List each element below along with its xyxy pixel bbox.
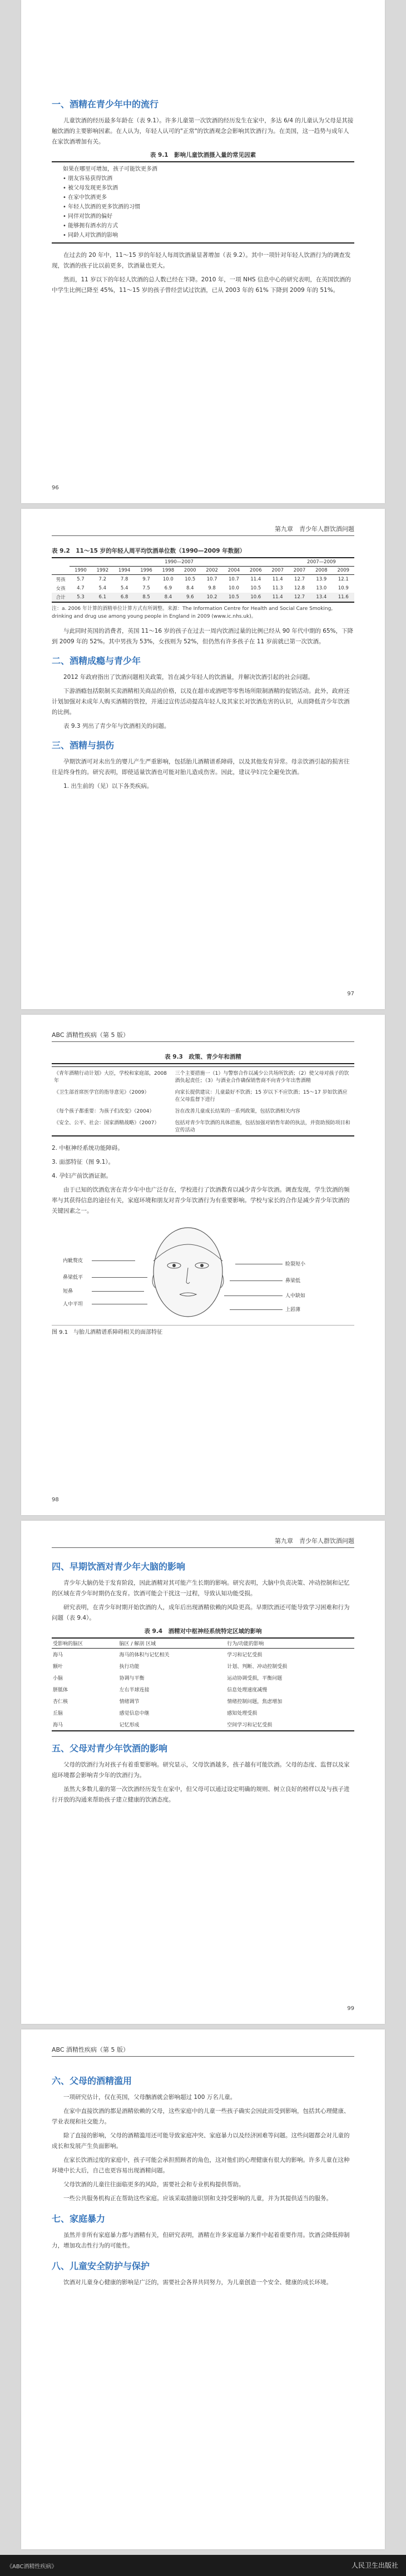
table-cell: 执行功能 — [119, 1664, 140, 1670]
table-row — [52, 575, 354, 584]
book-page-99 — [21, 1521, 385, 2024]
section-heading-prevalence: 一、酒精在青少年中的流行 — [52, 99, 159, 110]
paragraph: 虽然并非所有家庭暴力都与酒精有关，但研究表明，酒精在许多家庭暴力案件中起着重要作用。饮酒会降低抑制力，增加攻击性行为的可能性。 — [52, 2232, 350, 2249]
table-row — [52, 1719, 354, 1731]
leader-line — [92, 1277, 147, 1278]
table-cell: 12.7 — [289, 593, 310, 602]
table-item: • 被父母发现更多饮酒 — [63, 185, 118, 191]
leader-line — [230, 1280, 283, 1281]
table-cell: 5.4 — [98, 585, 107, 591]
col-group: 1990—2007 — [70, 558, 289, 567]
table-cell: 信息处理速度减慢 — [227, 1687, 268, 1693]
running-header: ABC 酒精性疾病（第 5 版） — [52, 1030, 354, 1042]
table-cell: 10.2 — [201, 593, 222, 602]
paragraph: 青少年大脑仍处于发育阶段，因此酒精对其可能产生长期的影响。研究表明，大脑中负责决策、冲动控制和记忆的区域在青少年时期仍在发育。饮酒可能会干扰这一过程，导致认知功能受损。 — [52, 1580, 350, 1597]
row-label: 女孩 — [56, 586, 66, 592]
table-cell: 11.6 — [333, 593, 354, 602]
running-header: ABC 酒精性疾病（第 5 版） — [52, 2045, 354, 2057]
paragraph: 下游酒瘾包括限制买卖酒精相关商品的价格，以及在超市或酒吧等零售场所限制酒精的促销活动。此外，政府还计划加强对未成年人购买酒精的管控，并通过宣传活动提高年轻人及其家长对饮酒危害的认识，从而降低青少年饮酒的比例。 — [52, 688, 350, 716]
table-cell: 三个主要措施一（1）与警察合作以减少公共场所饮酒；（2）使父母对孩子的饮酒负起责任；（3）与酒业合作确保销售商不向青少年出售酒精 — [175, 1071, 349, 1084]
table-cell: 小脑 — [53, 1676, 63, 1681]
paragraph: 虽然大多数儿童的第一次饮酒经历发生在家中，但父母可以通过设定明确的规则、树立良好的榜样以及与孩子进行开放的沟通来帮助孩子建立健康的饮酒态度。 — [52, 1786, 350, 1803]
book-title: 《ABC酒精性疾病》 — [7, 2564, 57, 2570]
table-row — [52, 1116, 354, 1136]
running-header: 第九章 青少年人群饮酒问题 — [52, 1536, 354, 1548]
list-item: 4. 孕妇产前饮酒证据。 — [52, 1173, 112, 1179]
row-label: 合计 — [52, 593, 70, 602]
col-header: 行为/功能的影响 — [226, 1638, 354, 1649]
year-header: 1992 — [92, 567, 113, 575]
table-item: • 朋友容易获得饮酒 — [63, 176, 113, 182]
page-number: 98 — [52, 1497, 59, 1503]
face-label: 上唇薄 — [285, 1307, 301, 1313]
table-row — [52, 1707, 354, 1719]
paragraph: 表 9.3 列出了青少年与饮酒相关的问题。 — [63, 723, 170, 729]
table-cell: 空间学习和记忆受损 — [226, 1719, 354, 1731]
table-cell: 11.4 — [272, 577, 283, 582]
paragraph: 由于已知的饮酒危害在青少年中也广泛存在，学校进行了饮酒教育以减少青少年饮酒。调查发现，学生饮酒的频率与其获得信息的途径有关，家庭环境和朋友对青少年饮酒行为有重要影响。学校与家长的合作是减少青少年饮酒的关键因素之一。 — [52, 1187, 350, 1214]
paragraph: 在家中直接饮酒的都是酒精依赖的父母，这些家庭中的儿童一些孩子确实会因此而受到影响，包括其心理健康、学业表现和社交能力。 — [52, 2108, 350, 2125]
table-cell: 10.6 — [245, 593, 266, 602]
table-cell: 7.2 — [98, 577, 107, 582]
table-cell: 6.1 — [92, 593, 113, 602]
table-cell: 《青年酒精行动计划》大臣，学校和家庭部，2008 年 — [54, 1071, 167, 1084]
site-footer — [0, 2555, 406, 2576]
paragraph: 然而，11 岁以下的年轻人饮酒的总人数已经在下降。2010 年，一项 NHS 信息中心的研究表明，在英国饮酒的中学生比例已降至 45%，11～15 岁的孩子曾经尝试过饮酒，已从 2003 年的 61% 下降到 2009 年的 51%。 — [52, 276, 351, 294]
table-cell: 12.7 — [294, 577, 305, 582]
table-cell: 5.3 — [70, 593, 91, 602]
table-cell: 11.3 — [272, 585, 283, 591]
table-cell: 胼胝体 — [53, 1687, 68, 1693]
table-cell: 10.0 — [228, 585, 239, 591]
table-cell: 《安全、公平、社会：国家酒精战略》（2007） — [52, 1116, 173, 1136]
table-cell: 情绪控制问题，焦虑增加 — [227, 1699, 283, 1705]
table-cell: 计划、判断、冲动控制受损 — [227, 1664, 288, 1670]
paragraph: 父母的饮酒行为对孩子有着重要影响。研究显示，父母饮酒越多，孩子越有可能饮酒。父母的态度、监督以及家庭环境都会影响青少年的饮酒行为。 — [52, 1761, 350, 1779]
paragraph: 2012 年政府指出了饮酒问题相关政策，旨在减少年轻人的饮酒量，并解决饮酒引起的社会问题。 — [63, 674, 314, 681]
face-label: 人中平坦 — [63, 1302, 83, 1307]
table-cell: 协调与平衡 — [119, 1676, 145, 1681]
section-heading-domestic-violence: 七、家庭暴力 — [52, 2213, 106, 2224]
publisher-logo: 人民卫生出版社 — [351, 2562, 398, 2569]
table-cell: 4.7 — [77, 585, 85, 591]
paragraph: 一项研究估计，仅在英国，父母酗酒就会影响超过 100 万名儿童。 — [63, 2094, 236, 2101]
table-row — [52, 1672, 354, 1684]
table-cell: 额叶 — [53, 1664, 63, 1670]
table-cell: 5.4 — [120, 585, 128, 591]
book-page-100 — [21, 2029, 385, 2549]
table-row — [52, 1105, 354, 1116]
section-heading-child-protection: 八、儿童安全防护与保护 — [52, 2261, 150, 2271]
table-cell: 12.8 — [294, 585, 305, 591]
face-label: 睑裂短小 — [285, 1262, 306, 1267]
table-cell: 左右半球连接 — [119, 1687, 150, 1693]
table-item: • 能够拥有酒水的方式 — [63, 223, 118, 229]
table-item: • 在家中饮酒更多 — [63, 195, 107, 201]
leader-line — [92, 1291, 144, 1292]
table-cell: 杏仁核 — [53, 1699, 68, 1705]
table-cell: 向家长提供建议：儿童最好不饮酒；15 岁以下不应饮酒；15～17 岁如饮酒应在父母监督下进行 — [175, 1090, 348, 1103]
table-cell: 8.4 — [186, 585, 194, 591]
face-illustration — [135, 1222, 241, 1319]
table-cell: 10.0 — [162, 577, 174, 582]
table-row — [52, 1695, 354, 1707]
table-cell: 《卫生部首席医学官的指导意见》（2009） — [54, 1090, 150, 1095]
col-header: 受影响的脑区 — [52, 1638, 118, 1649]
paragraph: 在过去的 20 年中，11～15 岁的年轻人每周饮酒量显著增加（表 9.2）。其中一项针对年轻人饮酒行为的调查发现，饮酒的孩子比以前更多，饮酒量也更大。 — [52, 252, 351, 269]
year-header: 1996 — [135, 567, 157, 575]
page-number: 96 — [52, 485, 59, 491]
table-cell: 5.7 — [77, 577, 85, 582]
table-cell: 10.7 — [206, 577, 217, 582]
face-label: 内眦赘皮 — [63, 1258, 83, 1264]
table-header: 如果在哪里可增加，孩子可能饮更多酒 — [63, 166, 157, 172]
year-header: 2009 — [333, 567, 354, 575]
paragraph: 父母饮酒的儿童往往面临更多的风险，需要社会和专业机构提供帮助。 — [63, 2181, 245, 2188]
table-cell: 7.8 — [120, 577, 128, 582]
table-cell: 8.4 — [157, 593, 179, 602]
face-label: 人中缺如 — [285, 1293, 306, 1299]
table-cell: 10.5 — [223, 593, 245, 602]
table-cell: 12.1 — [338, 577, 349, 582]
year-header: 2007 — [289, 567, 310, 575]
face-label: 鼻梁低 — [285, 1278, 301, 1284]
page-number: 99 — [347, 2006, 354, 2012]
table-cell: 9.6 — [179, 593, 201, 602]
figure-caption: 图 9.1 与胎儿酒精谱系障碍相关的面部特征 — [52, 1325, 354, 1336]
table-cell: 10.5 — [185, 577, 196, 582]
table-cell: 海马 — [53, 1652, 63, 1658]
table-cell: 11.4 — [266, 593, 288, 602]
list-item: 3. 面部特征（图 9.1）。 — [52, 1159, 115, 1165]
section-heading-parents: 五、父母对青少年饮酒的影响 — [52, 1743, 168, 1754]
section-heading-policy: 二、酒精成瘾与青少年 — [52, 656, 141, 666]
table-row — [52, 1684, 354, 1695]
paragraph: 饮酒对儿童身心健康的影响是广泛的，需要社会各界共同努力，为儿童创造一个安全、健康的成长环境。 — [63, 2279, 332, 2286]
book-page-96 — [21, 0, 385, 503]
paragraph: 除了直接的影响，父母的酒精滥用还可能导致家庭冲突、家庭暴力以及经济困难等问题。这些问题都会对儿童的成长和发展产生负面影响。 — [52, 2132, 350, 2150]
paragraph: 与此同时英国的消费者，英国 11～16 岁的孩子在过去一周内饮酒过量的比例已经从 90 年代中期的 65%，下降到 2009 年的 52%。其中男孩为 53%，女孩则为 52%，但仍然有许多孩子在 11 岁前就已第一次饮酒。 — [52, 628, 354, 645]
col-header: 脑区 / 解剖 区域 — [118, 1638, 226, 1649]
paragraph: 在家长饮酒过度的家庭中，孩子可能会承担照顾者的角色，这对他们的心理健康有很大的影响。许多儿童在这种环境中长大后，自己也更容易出现酒精问题。 — [52, 2157, 350, 2174]
table-cell: 6.9 — [164, 585, 172, 591]
section-heading-damage: 三、酒精与损伤 — [52, 740, 115, 751]
table-cell: 9.8 — [208, 585, 216, 591]
paragraph: 孕期饮酒可对未出生的婴儿产生严重影响，包括胎儿酒精谱系障碍，以及其他发育异常。母亲饮酒引起的损害往往是终身性的。研究表明，即使适量饮酒也可能对胎儿造成伤害。因此，建议孕妇完全避免饮酒。 — [52, 758, 350, 776]
year-header: 1994 — [113, 567, 135, 575]
table-caption: 表 9.1 影响儿童饮酒摄入量的常见因素 — [150, 152, 256, 158]
face-diagram — [52, 1222, 354, 1319]
factor-table — [52, 161, 354, 244]
table-cell: 9.7 — [142, 577, 150, 582]
page-number: 97 — [347, 991, 354, 997]
section-heading-parental-abuse: 六、父母的酒精滥用 — [52, 2076, 132, 2086]
table-row — [52, 593, 354, 602]
drinking-units-table — [52, 557, 354, 603]
table-cell: 10.5 — [250, 585, 261, 591]
section-heading-brain: 四、早期饮酒对青少年大脑的影响 — [52, 1561, 186, 1572]
table-cell: 包括对青少年饮酒的具体措施，包括加强对销售年龄的执法，并资助预防项目和宣传活动 — [173, 1116, 354, 1136]
table-cell: 情绪调节 — [119, 1699, 140, 1705]
table-cell: 运动协调受损，平衡问题 — [227, 1676, 283, 1681]
year-header: 2008 — [310, 567, 332, 575]
table-cell: 感觉信息中继 — [119, 1711, 150, 1716]
paragraph: 研究表明，在青少年时期开始饮酒的人，成年后出现酒精依赖的风险更高。早期饮酒还可能导致学习困难和行为问题（表 9.4）。 — [52, 1604, 350, 1621]
table-cell: 感知处理受损 — [227, 1711, 258, 1716]
table-caption: 表 9.2 11～15 岁的年轻人周平均饮酒单位数（1990—2009 年数据） — [52, 548, 246, 554]
table-cell: 11.4 — [250, 577, 261, 582]
table-row — [52, 1660, 354, 1672]
book-page-98 — [21, 1015, 385, 1515]
leader-line — [92, 1260, 135, 1261]
table-item: • 年轻人饮酒的更多饮酒的习惯 — [63, 204, 141, 210]
year-header: 2007 — [266, 567, 288, 575]
table-cell: 10.9 — [338, 585, 349, 591]
paragraph: 儿童饮酒的经历最多年龄在（表 9.1）。许多儿童第一次饮酒的经历发生在家中，多达 6/4 的儿童认为父母是其接触饮酒的主要影响因素。在人认为，年轻人认可的"正常"的饮酒观念会影响其饮酒行为。在美国，这一趋势与成年人在家饮酒增加有关。 — [52, 117, 354, 145]
brain-region-table — [52, 1637, 354, 1731]
table-cell: 学习和记忆受损 — [227, 1652, 263, 1658]
table-cell: 记忆形成 — [118, 1719, 226, 1731]
table-cell: 13.0 — [316, 585, 327, 591]
table-cell: 7.5 — [142, 585, 150, 591]
table-cell: 13.4 — [310, 593, 332, 602]
running-header: 第九章 青少年人群饮酒问题 — [52, 524, 354, 536]
table-row — [52, 1067, 354, 1086]
leader-line — [230, 1309, 283, 1310]
year-header: 1990 — [70, 567, 91, 575]
book-page-97 — [21, 509, 385, 1009]
col-group: 2007—2009 — [289, 558, 354, 567]
year-header: 2000 — [179, 567, 201, 575]
row-label: 男孩 — [56, 577, 66, 583]
table-row — [52, 1086, 354, 1105]
year-header: 2004 — [223, 567, 245, 575]
face-label: 鼻梁低平 — [63, 1275, 83, 1280]
table-row — [52, 1649, 354, 1661]
table-row — [52, 584, 354, 593]
table-cell: 丘脑 — [53, 1711, 63, 1716]
table-cell: 《每个孩子都重要：为孩子们改变》（2004） — [54, 1109, 155, 1114]
policy-table — [52, 1063, 354, 1136]
face-label: 短鼻 — [63, 1289, 73, 1294]
table-caption: 表 9.4 酒精对中枢神经系统特定区域的影响 — [144, 1628, 262, 1635]
table-cell: 10.7 — [228, 577, 239, 582]
table-cell: 13.9 — [316, 577, 327, 582]
table-caption: 表 9.3 政策、青少年和酒精 — [165, 1054, 241, 1060]
table-cell: 海马的体积与记忆相关 — [119, 1652, 170, 1658]
table-cell: 旨在改善儿童成长结果的一系列政策，包括饮酒相关内容 — [175, 1109, 300, 1114]
table-cell: 6.8 — [113, 593, 135, 602]
paragraph: 1. 出生前的（见）以下各类疾病。 — [63, 783, 153, 790]
year-header: 2006 — [245, 567, 266, 575]
list-item: 2. 中枢神经系统功能障碍。 — [52, 1145, 123, 1151]
table-cell: 8.5 — [135, 593, 157, 602]
year-header: 2002 — [201, 567, 222, 575]
year-header: 1998 — [157, 567, 179, 575]
table-item: • 同龄人对饮酒的影响 — [63, 232, 118, 239]
table-note: 注：a. 2006 年计算的酒精单位计算方式有所调整。来源：The Information Centre for Health and Social Care Smoking, drinking and drug use among young people in England in 2009 (www.ic.nhs.uk)。 — [52, 606, 333, 619]
table-cell: 海马 — [52, 1719, 118, 1731]
paragraph: 一些公共服务机构正在帮助这些家庭。应该采取措施识别和支持受影响的儿童，并为其提供适当的服务。 — [63, 2195, 332, 2202]
table-item: • 同伴对饮酒的偏好 — [63, 214, 113, 220]
